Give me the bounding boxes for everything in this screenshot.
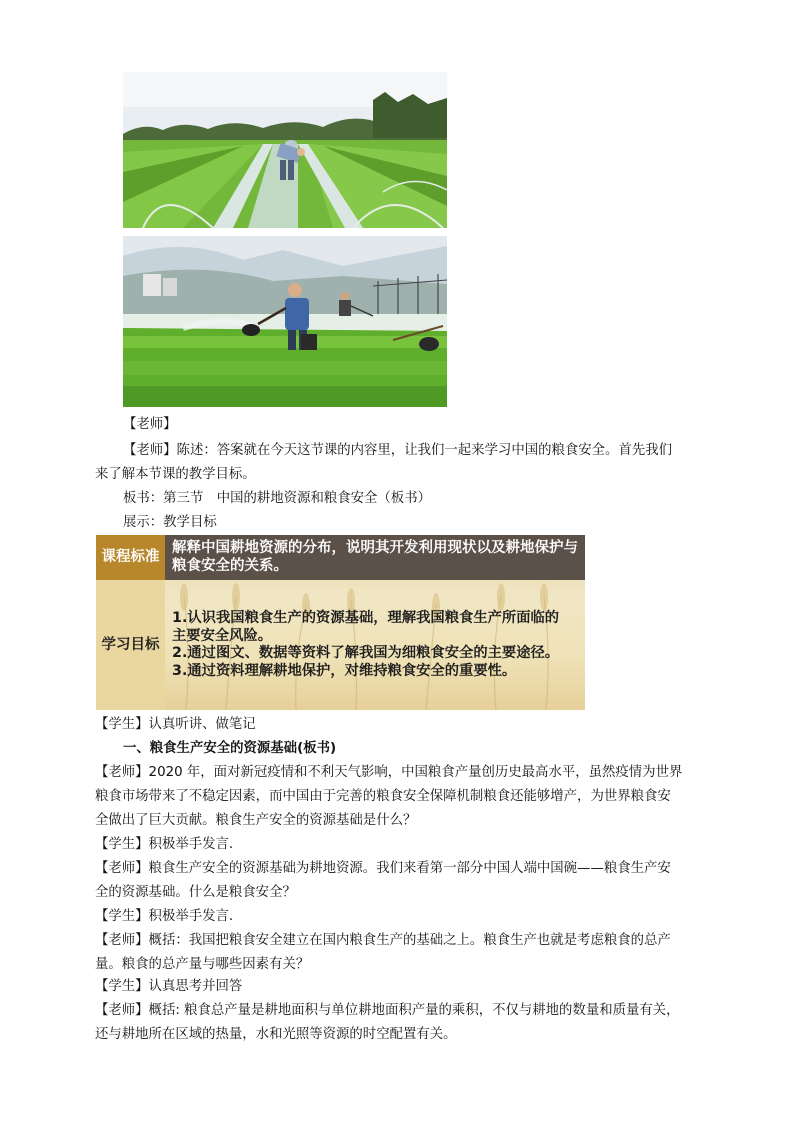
goal-item: 1.认识我国粮食生产的资源基础，理解我国粮食生产所面临的	[172, 610, 560, 626]
standard-label: 课程标准	[96, 535, 165, 580]
teacher-para3-line2: 全的资源基础。什么是粮食安全？	[95, 885, 296, 900]
teacher-tag: 【老师】	[123, 417, 177, 432]
goal-item: 主要安全风险。	[172, 627, 273, 644]
teacher-para5-line1: 【老师】概括: 粮食总产量是耕地面积与单位耕地面积产量的乘积，不仅与耕地的数量和质量有关，	[95, 1003, 680, 1018]
goals-label: 学习目标	[96, 580, 165, 710]
teacher-para3-line1: 【老师】粮食生产安全的资源基础为耕地资源。我们来看第一部分中国人端中国碗——粮食生产安	[95, 861, 671, 876]
goals-list	[172, 610, 582, 680]
goal-item: 3.通过资料理解耕地保护，对维持粮食安全的重要性。	[172, 662, 517, 679]
board-note: 板书：第三节 中国的耕地资源和粮食安全（板书）	[123, 491, 431, 506]
section-heading: 一、粮食生产安全的资源基础(板书)	[123, 741, 337, 756]
student-line-4: 【学生】认真思考并回答	[95, 979, 243, 994]
teacher-para2-line1: 【老师】2020 年，面对新冠疫情和不利天气影响，中国粮食产量创历史最高水平，虽然疫情为世界	[95, 765, 683, 780]
teacher-para2-line3: 全做出了巨大贡献。粮食生产安全的资源基础是什么？	[95, 813, 417, 828]
show-goals: 展示：教学目标	[123, 515, 217, 530]
teacher-para4-line2: 量。粮食的总产量与哪些因素有关？	[95, 957, 310, 972]
teacher-statement-line2: 来了解本节课的教学目标。	[95, 467, 256, 482]
goal-item: 2.通过图文、数据等资料了解我国为细粮食安全的主要途径。	[172, 645, 560, 661]
teaching-goals-slide	[96, 535, 585, 710]
student-line-3: 【学生】积极举手发言.	[95, 909, 234, 924]
teacher-para4-line1: 【老师】概括：我国把粮食安全建立在国内粮食生产的基础之上。粮食生产也就是考虑粮食的总产	[95, 933, 671, 948]
rice-field-photo-2	[123, 236, 447, 407]
teacher-para2-line2: 粮食市场带来了不稳定因素，而中国由于完善的粮食安全保障机制粮食还能够增产，为世界粮食安	[95, 789, 671, 804]
teacher-para5-line2: 还与耕地所在区域的热量，水和光照等资源的时空配置有关。	[95, 1027, 457, 1042]
standard-text: 解释中国耕地资源的分布，说明其开发利用现状以及耕地保护与粮食安全的关系。	[172, 540, 578, 574]
student-line-2: 【学生】积极举手发言.	[95, 837, 234, 852]
teacher-statement-line1: 【老师】陈述：答案就在今天这节课的内容里，让我们一起来学习中国的粮食安全。首先我们	[123, 443, 673, 458]
student-line-1: 【学生】认真听讲、做笔记	[95, 717, 256, 732]
rice-field-photo-1	[123, 72, 447, 228]
